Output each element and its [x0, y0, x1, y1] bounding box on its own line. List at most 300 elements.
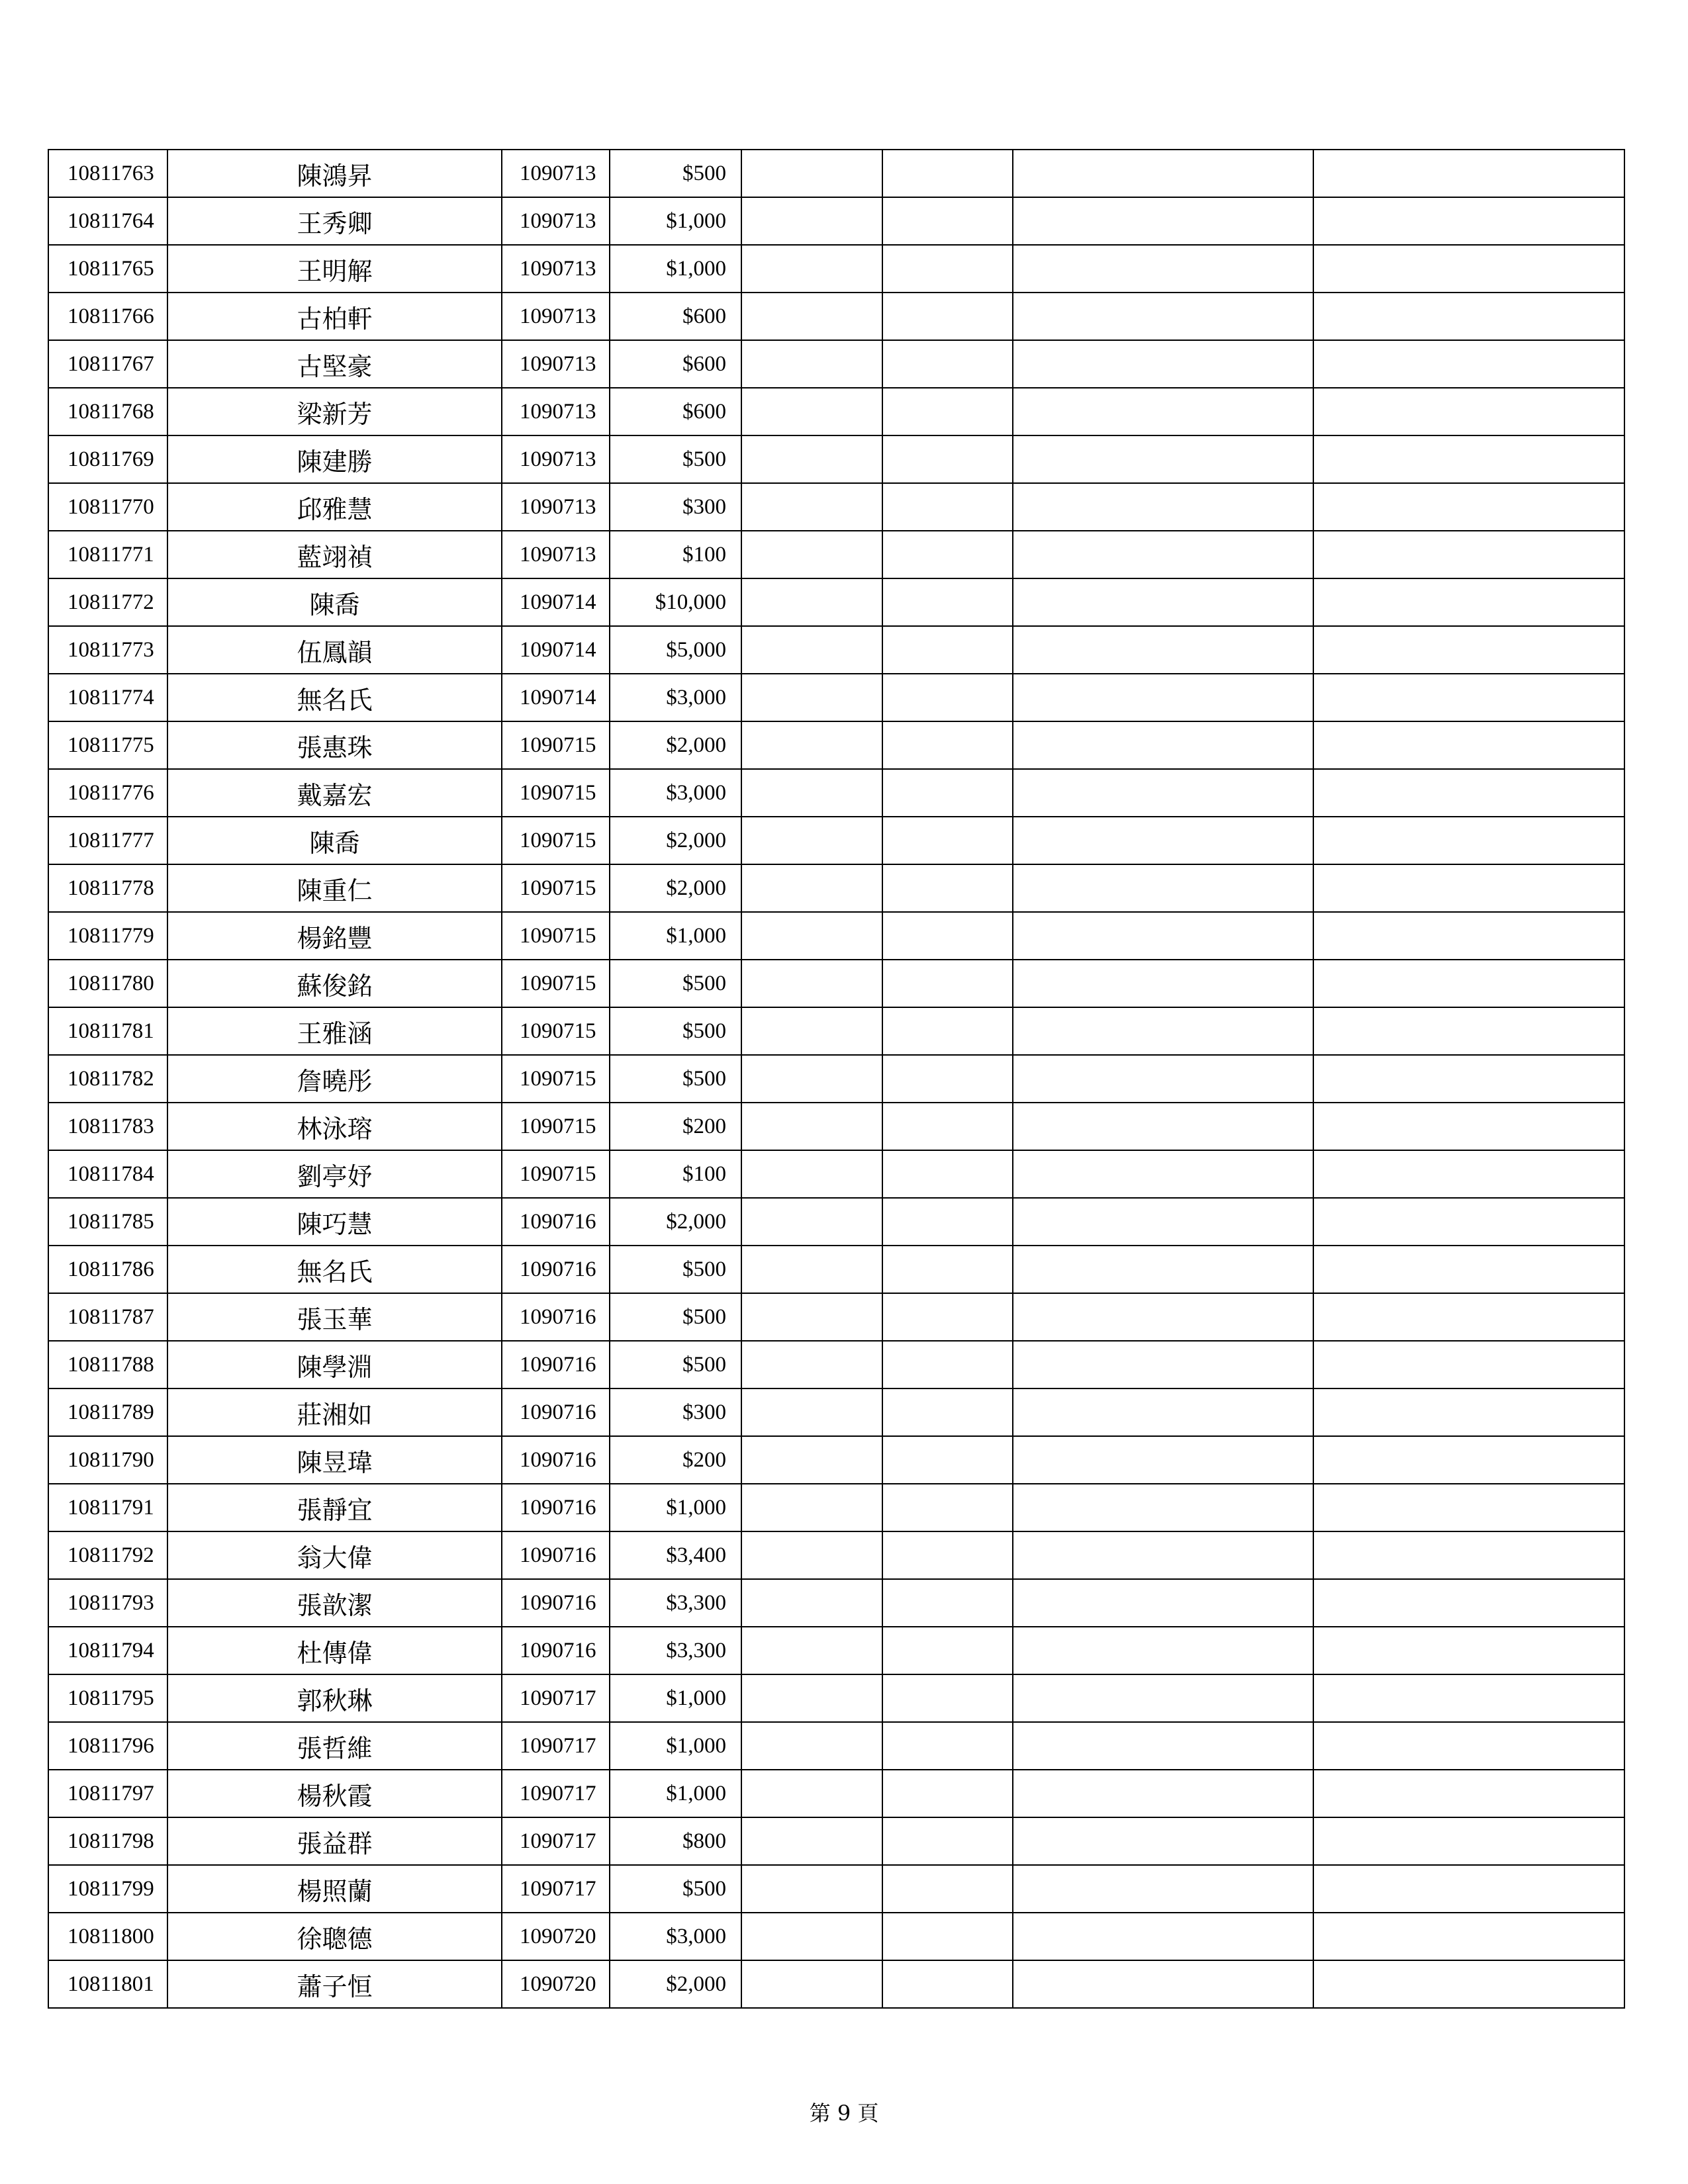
table-row	[48, 1103, 1624, 1150]
empty-cell	[1013, 1627, 1313, 1674]
empty-cell	[1013, 1722, 1313, 1770]
donor-name-cell: 王秀卿	[167, 197, 502, 245]
amount-cell: $100	[610, 1150, 741, 1198]
donor-name-cell: 郭秋琳	[167, 1674, 502, 1722]
receipt-number-cell: 10811800	[48, 1913, 167, 1960]
empty-cell	[741, 531, 882, 578]
empty-cell	[1313, 1817, 1624, 1865]
empty-cell	[1013, 1150, 1313, 1198]
empty-cell	[1013, 1388, 1313, 1436]
table-row	[48, 769, 1624, 817]
table-row	[48, 1246, 1624, 1293]
receipt-number-cell: 10811792	[48, 1531, 167, 1579]
date-cell: 1090717	[502, 1770, 610, 1817]
date-cell: 1090720	[502, 1960, 610, 2008]
donor-name-cell: 古堅豪	[167, 340, 502, 388]
amount-cell: $100	[610, 531, 741, 578]
empty-cell	[741, 1484, 882, 1531]
date-cell: 1090715	[502, 769, 610, 817]
amount-cell: $3,300	[610, 1579, 741, 1627]
receipt-number-cell: 10811799	[48, 1865, 167, 1913]
table-row	[48, 150, 1624, 197]
empty-cell	[741, 483, 882, 531]
table-row	[48, 388, 1624, 435]
empty-cell	[882, 1388, 1013, 1436]
empty-cell	[741, 340, 882, 388]
empty-cell	[1313, 1770, 1624, 1817]
amount-cell: $600	[610, 340, 741, 388]
empty-cell	[1013, 1817, 1313, 1865]
empty-cell	[1313, 1531, 1624, 1579]
receipt-number-cell: 10811765	[48, 245, 167, 293]
empty-cell	[741, 674, 882, 721]
date-cell: 1090715	[502, 721, 610, 769]
table-row	[48, 1341, 1624, 1388]
amount-cell: $2,000	[610, 864, 741, 912]
empty-cell	[1013, 1246, 1313, 1293]
empty-cell	[1013, 293, 1313, 340]
empty-cell	[882, 1055, 1013, 1103]
table-row	[48, 1531, 1624, 1579]
empty-cell	[1313, 1246, 1624, 1293]
empty-cell	[882, 1293, 1013, 1341]
donor-name-cell: 戴嘉宏	[167, 769, 502, 817]
empty-cell	[1313, 1913, 1624, 1960]
empty-cell	[741, 1960, 882, 2008]
table-row	[48, 531, 1624, 578]
table-row	[48, 435, 1624, 483]
empty-cell	[741, 1293, 882, 1341]
empty-cell	[882, 150, 1013, 197]
empty-cell	[741, 1770, 882, 1817]
empty-cell	[882, 1579, 1013, 1627]
empty-cell	[1313, 1007, 1624, 1055]
empty-cell	[1013, 1436, 1313, 1484]
amount-cell: $500	[610, 1246, 741, 1293]
table-row	[48, 1960, 1624, 2008]
empty-cell	[741, 864, 882, 912]
amount-cell: $1,000	[610, 1674, 741, 1722]
donor-name-cell: 陳喬	[167, 578, 502, 626]
empty-cell	[1313, 435, 1624, 483]
receipt-number-cell: 10811787	[48, 1293, 167, 1341]
donor-name-cell: 蕭子恒	[167, 1960, 502, 2008]
empty-cell	[882, 1436, 1013, 1484]
empty-cell	[882, 293, 1013, 340]
date-cell: 1090715	[502, 1055, 610, 1103]
amount-cell: $500	[610, 1865, 741, 1913]
empty-cell	[882, 960, 1013, 1007]
amount-cell: $2,000	[610, 1960, 741, 2008]
table-row	[48, 578, 1624, 626]
date-cell: 1090716	[502, 1627, 610, 1674]
empty-cell	[741, 1436, 882, 1484]
empty-cell	[1313, 578, 1624, 626]
empty-cell	[882, 340, 1013, 388]
date-cell: 1090715	[502, 817, 610, 864]
empty-cell	[1013, 1865, 1313, 1913]
amount-cell: $1,000	[610, 912, 741, 960]
amount-cell: $500	[610, 435, 741, 483]
donor-name-cell: 張哲維	[167, 1722, 502, 1770]
receipt-number-cell: 10811797	[48, 1770, 167, 1817]
table-row	[48, 817, 1624, 864]
empty-cell	[1013, 1103, 1313, 1150]
empty-cell	[1313, 960, 1624, 1007]
empty-cell	[1013, 1579, 1313, 1627]
empty-cell	[1313, 388, 1624, 435]
table-row	[48, 483, 1624, 531]
amount-cell: $2,000	[610, 817, 741, 864]
table-row	[48, 1150, 1624, 1198]
empty-cell	[882, 1770, 1013, 1817]
donor-name-cell: 林泳瑢	[167, 1103, 502, 1150]
empty-cell	[1313, 817, 1624, 864]
amount-cell: $500	[610, 1007, 741, 1055]
empty-cell	[1013, 1293, 1313, 1341]
empty-cell	[741, 1388, 882, 1436]
table-row	[48, 1817, 1624, 1865]
receipt-number-cell: 10811776	[48, 769, 167, 817]
amount-cell: $600	[610, 293, 741, 340]
empty-cell	[741, 1817, 882, 1865]
empty-cell	[882, 1150, 1013, 1198]
donor-name-cell: 張惠珠	[167, 721, 502, 769]
empty-cell	[882, 1531, 1013, 1579]
donor-name-cell: 張玉華	[167, 1293, 502, 1341]
donor-name-cell: 陳喬	[167, 817, 502, 864]
date-cell: 1090717	[502, 1865, 610, 1913]
empty-cell	[1013, 1913, 1313, 1960]
receipt-number-cell: 10811764	[48, 197, 167, 245]
receipt-number-cell: 10811779	[48, 912, 167, 960]
empty-cell	[882, 578, 1013, 626]
empty-cell	[1313, 721, 1624, 769]
donor-name-cell: 蘇俊銘	[167, 960, 502, 1007]
empty-cell	[741, 1674, 882, 1722]
empty-cell	[1313, 1388, 1624, 1436]
date-cell: 1090716	[502, 1246, 610, 1293]
amount-cell: $300	[610, 1388, 741, 1436]
empty-cell	[1313, 1484, 1624, 1531]
empty-cell	[1013, 864, 1313, 912]
donor-name-cell: 古柏軒	[167, 293, 502, 340]
empty-cell	[1313, 1674, 1624, 1722]
donor-name-cell: 劉亭妤	[167, 1150, 502, 1198]
empty-cell	[1313, 1960, 1624, 2008]
amount-cell: $200	[610, 1103, 741, 1150]
receipt-number-cell: 10811774	[48, 674, 167, 721]
donor-name-cell: 無名氏	[167, 1246, 502, 1293]
amount-cell: $800	[610, 1817, 741, 1865]
amount-cell: $3,300	[610, 1627, 741, 1674]
receipt-number-cell: 10811794	[48, 1627, 167, 1674]
table-row	[48, 340, 1624, 388]
table-row	[48, 1865, 1624, 1913]
empty-cell	[882, 197, 1013, 245]
table-row	[48, 1579, 1624, 1627]
empty-cell	[882, 1198, 1013, 1246]
empty-cell	[741, 1246, 882, 1293]
amount-cell: $3,000	[610, 674, 741, 721]
empty-cell	[1313, 483, 1624, 531]
amount-cell: $1,000	[610, 1770, 741, 1817]
empty-cell	[741, 769, 882, 817]
amount-cell: $3,000	[610, 769, 741, 817]
empty-cell	[741, 1531, 882, 1579]
empty-cell	[1013, 435, 1313, 483]
empty-cell	[882, 1817, 1013, 1865]
receipt-number-cell: 10811783	[48, 1103, 167, 1150]
receipt-number-cell: 10811786	[48, 1246, 167, 1293]
empty-cell	[741, 197, 882, 245]
date-cell: 1090713	[502, 150, 610, 197]
empty-cell	[882, 1674, 1013, 1722]
table-row	[48, 912, 1624, 960]
date-cell: 1090716	[502, 1531, 610, 1579]
empty-cell	[882, 1103, 1013, 1150]
empty-cell	[1013, 388, 1313, 435]
date-cell: 1090714	[502, 578, 610, 626]
table-row	[48, 245, 1624, 293]
table-row	[48, 960, 1624, 1007]
empty-cell	[1313, 1103, 1624, 1150]
date-cell: 1090720	[502, 1913, 610, 1960]
donor-name-cell: 伍鳳韻	[167, 626, 502, 674]
empty-cell	[1013, 1055, 1313, 1103]
empty-cell	[741, 150, 882, 197]
empty-cell	[741, 1627, 882, 1674]
amount-cell: $500	[610, 1055, 741, 1103]
empty-cell	[1313, 674, 1624, 721]
empty-cell	[1013, 531, 1313, 578]
donor-name-cell: 杜傳偉	[167, 1627, 502, 1674]
date-cell: 1090715	[502, 960, 610, 1007]
receipt-number-cell: 10811784	[48, 1150, 167, 1198]
empty-cell	[882, 769, 1013, 817]
empty-cell	[1313, 1293, 1624, 1341]
donor-name-cell: 梁新芳	[167, 388, 502, 435]
receipt-number-cell: 10811790	[48, 1436, 167, 1484]
empty-cell	[882, 245, 1013, 293]
amount-cell: $500	[610, 960, 741, 1007]
amount-cell: $300	[610, 483, 741, 531]
empty-cell	[1013, 578, 1313, 626]
donor-name-cell: 王明解	[167, 245, 502, 293]
date-cell: 1090713	[502, 197, 610, 245]
receipt-number-cell: 10811793	[48, 1579, 167, 1627]
empty-cell	[1013, 1770, 1313, 1817]
empty-cell	[882, 721, 1013, 769]
empty-cell	[882, 483, 1013, 531]
table-row	[48, 1388, 1624, 1436]
empty-cell	[1313, 1150, 1624, 1198]
receipt-number-cell: 10811791	[48, 1484, 167, 1531]
date-cell: 1090713	[502, 388, 610, 435]
empty-cell	[1313, 293, 1624, 340]
amount-cell: $1,000	[610, 1722, 741, 1770]
empty-cell	[741, 1007, 882, 1055]
receipt-number-cell: 10811801	[48, 1960, 167, 2008]
date-cell: 1090716	[502, 1579, 610, 1627]
table-row	[48, 1055, 1624, 1103]
donor-name-cell: 陳巧慧	[167, 1198, 502, 1246]
empty-cell	[882, 817, 1013, 864]
donation-ledger-table	[48, 149, 1625, 2009]
table-row	[48, 1627, 1624, 1674]
donor-name-cell: 王雅涵	[167, 1007, 502, 1055]
empty-cell	[1013, 960, 1313, 1007]
donor-name-cell: 楊秋霞	[167, 1770, 502, 1817]
receipt-number-cell: 10811768	[48, 388, 167, 435]
date-cell: 1090716	[502, 1436, 610, 1484]
amount-cell: $600	[610, 388, 741, 435]
empty-cell	[882, 435, 1013, 483]
table-row	[48, 1674, 1624, 1722]
donor-name-cell: 陳學淵	[167, 1341, 502, 1388]
receipt-number-cell: 10811772	[48, 578, 167, 626]
empty-cell	[1013, 483, 1313, 531]
empty-cell	[1013, 674, 1313, 721]
receipt-number-cell: 10811780	[48, 960, 167, 1007]
empty-cell	[1013, 721, 1313, 769]
date-cell: 1090715	[502, 1150, 610, 1198]
amount-cell: $1,000	[610, 197, 741, 245]
amount-cell: $3,000	[610, 1913, 741, 1960]
table-row	[48, 721, 1624, 769]
empty-cell	[741, 817, 882, 864]
empty-cell	[1313, 1436, 1624, 1484]
donor-name-cell: 楊銘豐	[167, 912, 502, 960]
donor-name-cell: 陳重仁	[167, 864, 502, 912]
empty-cell	[1013, 1531, 1313, 1579]
table-row	[48, 1722, 1624, 1770]
table-row	[48, 1198, 1624, 1246]
amount-cell: $500	[610, 1341, 741, 1388]
date-cell: 1090713	[502, 293, 610, 340]
empty-cell	[1313, 1579, 1624, 1627]
receipt-number-cell: 10811782	[48, 1055, 167, 1103]
date-cell: 1090716	[502, 1293, 610, 1341]
donor-name-cell: 陳鴻昇	[167, 150, 502, 197]
amount-cell: $2,000	[610, 1198, 741, 1246]
amount-cell: $1,000	[610, 1484, 741, 1531]
table-row	[48, 197, 1624, 245]
amount-cell: $200	[610, 1436, 741, 1484]
receipt-number-cell: 10811785	[48, 1198, 167, 1246]
empty-cell	[1013, 197, 1313, 245]
empty-cell	[741, 1150, 882, 1198]
empty-cell	[741, 1103, 882, 1150]
empty-cell	[741, 435, 882, 483]
empty-cell	[1313, 626, 1624, 674]
receipt-number-cell: 10811766	[48, 293, 167, 340]
empty-cell	[882, 1484, 1013, 1531]
receipt-number-cell: 10811775	[48, 721, 167, 769]
empty-cell	[1013, 1674, 1313, 1722]
empty-cell	[741, 293, 882, 340]
date-cell: 1090713	[502, 483, 610, 531]
date-cell: 1090717	[502, 1674, 610, 1722]
donor-name-cell: 楊照蘭	[167, 1865, 502, 1913]
donor-name-cell: 翁大偉	[167, 1531, 502, 1579]
empty-cell	[1013, 769, 1313, 817]
empty-cell	[1013, 340, 1313, 388]
empty-cell	[1313, 1627, 1624, 1674]
empty-cell	[741, 960, 882, 1007]
date-cell: 1090713	[502, 245, 610, 293]
empty-cell	[882, 674, 1013, 721]
empty-cell	[741, 721, 882, 769]
empty-cell	[1313, 1198, 1624, 1246]
empty-cell	[741, 1055, 882, 1103]
empty-cell	[882, 912, 1013, 960]
empty-cell	[1313, 1341, 1624, 1388]
empty-cell	[1013, 150, 1313, 197]
date-cell: 1090717	[502, 1817, 610, 1865]
donor-name-cell: 陳昱瑋	[167, 1436, 502, 1484]
empty-cell	[1313, 245, 1624, 293]
donor-name-cell: 藍翊禎	[167, 531, 502, 578]
receipt-number-cell: 10811781	[48, 1007, 167, 1055]
empty-cell	[1013, 1198, 1313, 1246]
table-row	[48, 674, 1624, 721]
empty-cell	[741, 388, 882, 435]
date-cell: 1090716	[502, 1341, 610, 1388]
table-row	[48, 1770, 1624, 1817]
receipt-number-cell: 10811771	[48, 531, 167, 578]
receipt-number-cell: 10811769	[48, 435, 167, 483]
date-cell: 1090716	[502, 1198, 610, 1246]
table-row	[48, 293, 1624, 340]
date-cell: 1090716	[502, 1388, 610, 1436]
amount-cell: $500	[610, 1293, 741, 1341]
empty-cell	[882, 531, 1013, 578]
empty-cell	[741, 912, 882, 960]
empty-cell	[882, 1865, 1013, 1913]
donor-name-cell: 無名氏	[167, 674, 502, 721]
date-cell: 1090715	[502, 1007, 610, 1055]
empty-cell	[741, 245, 882, 293]
receipt-number-cell: 10811789	[48, 1388, 167, 1436]
date-cell: 1090713	[502, 435, 610, 483]
date-cell: 1090715	[502, 1103, 610, 1150]
date-cell: 1090713	[502, 340, 610, 388]
empty-cell	[1313, 197, 1624, 245]
receipt-number-cell: 10811788	[48, 1341, 167, 1388]
empty-cell	[882, 1722, 1013, 1770]
empty-cell	[1313, 769, 1624, 817]
empty-cell	[882, 1960, 1013, 2008]
receipt-number-cell: 10811773	[48, 626, 167, 674]
empty-cell	[741, 1198, 882, 1246]
empty-cell	[1313, 1865, 1624, 1913]
amount-cell: $3,400	[610, 1531, 741, 1579]
empty-cell	[1313, 912, 1624, 960]
donor-name-cell: 陳建勝	[167, 435, 502, 483]
donor-name-cell: 張靜宜	[167, 1484, 502, 1531]
date-cell: 1090715	[502, 864, 610, 912]
empty-cell	[741, 578, 882, 626]
donor-name-cell: 張歆潔	[167, 1579, 502, 1627]
empty-cell	[882, 626, 1013, 674]
donor-name-cell: 莊湘如	[167, 1388, 502, 1436]
date-cell: 1090713	[502, 531, 610, 578]
empty-cell	[1013, 1341, 1313, 1388]
empty-cell	[741, 1722, 882, 1770]
empty-cell	[741, 1913, 882, 1960]
receipt-number-cell: 10811798	[48, 1817, 167, 1865]
